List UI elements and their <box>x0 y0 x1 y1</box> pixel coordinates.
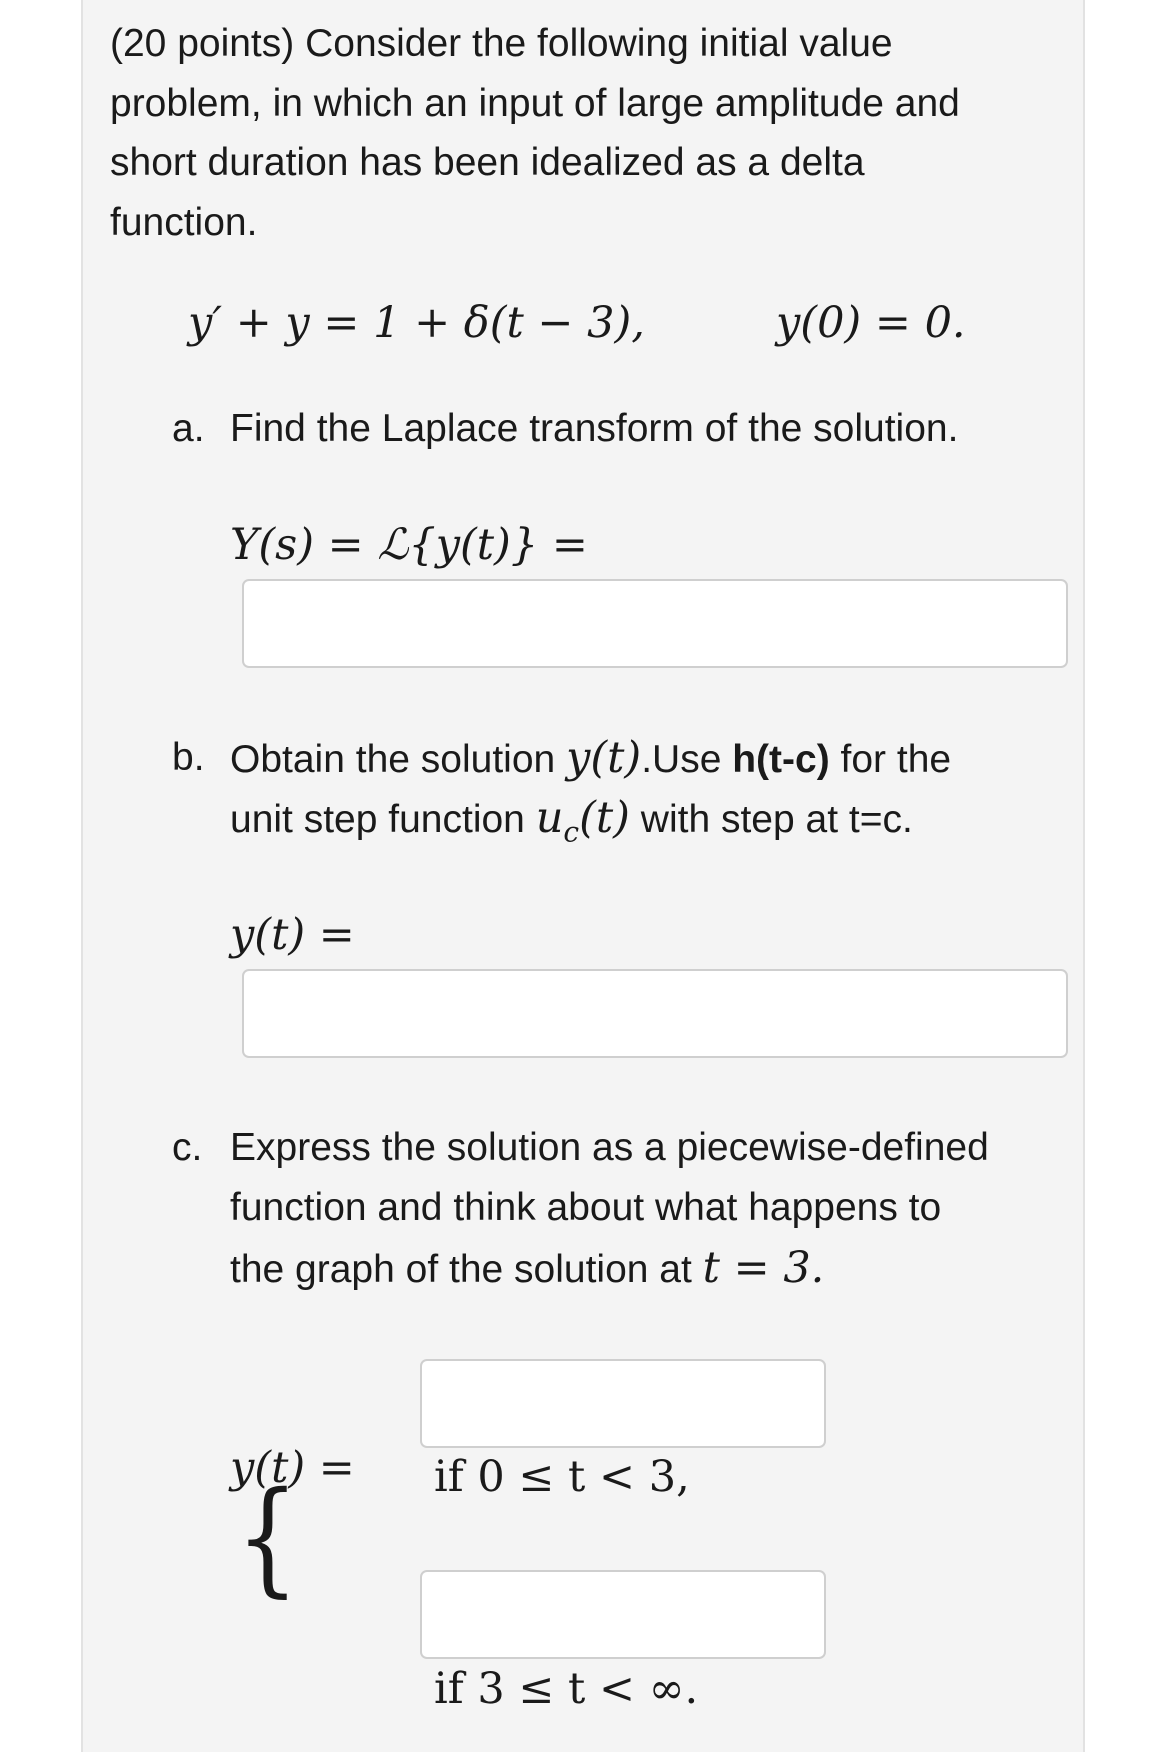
part-b-text-5: with step at t=c. <box>629 798 913 841</box>
piecewise-case-1-input[interactable] <box>420 1359 826 1448</box>
part-b-text-4: unit step function <box>230 798 536 841</box>
part-b-math-uc <box>535 793 630 849</box>
piecewise-brace: { <box>236 1466 300 1610</box>
solution-answer-input[interactable] <box>242 969 1068 1058</box>
part-c-label: c. <box>172 1126 203 1169</box>
intro-line-3: short duration has been idealized as a delta <box>110 141 865 184</box>
initial-condition: y(0) = 0. <box>776 298 966 348</box>
part-b-label: b. <box>172 736 205 779</box>
intro-line-2: problem, in which an input of large amplitude and <box>110 81 960 125</box>
laplace-answer-input[interactable] <box>242 579 1068 668</box>
question-intro <box>110 14 1070 252</box>
part-c-text-3: the graph of the solution at <box>230 1248 703 1291</box>
part-b-text-3: for the <box>829 738 952 781</box>
intro-line-1: (20 points) Consider the following initial value <box>110 22 893 65</box>
case-1-condition: if 0 ≤ t < 3, <box>434 1452 690 1502</box>
case-2-condition: if 3 ≤ t < ∞. <box>434 1664 699 1714</box>
part-c-line-1: Express the solution as a piecewise-defined <box>230 1126 989 1169</box>
ode-equation: y′ + y = 1 + δ(t − 3), <box>188 298 645 348</box>
part-c <box>172 1118 1072 1298</box>
piecewise-case-2-input[interactable] <box>420 1570 826 1659</box>
part-b <box>172 728 1072 848</box>
part-c-math-t3: t = 3. <box>702 1243 825 1293</box>
intro-line-4: function. <box>110 200 258 244</box>
part-b-text-2: .Use <box>641 738 733 781</box>
uc-subscript: c <box>563 815 580 849</box>
part-a-formula: Y(s) = ℒ{y(t)} = <box>230 520 588 570</box>
part-b-line-2 <box>230 788 913 863</box>
part-b-bold-h: h(t-c) <box>732 738 830 781</box>
part-b-text-1: Obtain the solution <box>230 738 567 781</box>
part-c-formula: y(t) = <box>230 1443 355 1493</box>
uc-arg: (t) <box>579 793 630 843</box>
part-a-text: Find the Laplace transform of the solution. <box>230 407 959 450</box>
part-c-line-2: function and think about what happens to <box>230 1186 942 1229</box>
part-b-math-y: y(t) <box>566 733 642 783</box>
part-b-formula: y(t) = <box>230 910 355 960</box>
part-a-label: a. <box>172 407 205 450</box>
part-a <box>172 399 1072 459</box>
uc-base: u <box>535 793 564 843</box>
part-b-line-1 <box>230 728 951 790</box>
part-c-line-3 <box>230 1238 824 1300</box>
